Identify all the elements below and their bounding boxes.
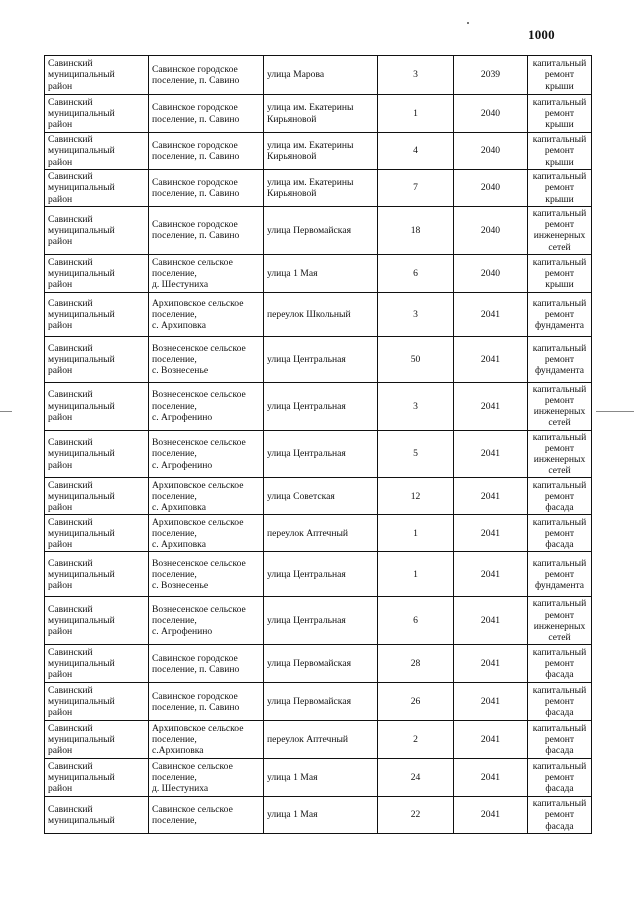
house-number-cell: 5 — [378, 430, 454, 478]
year-cell: 2039 — [454, 56, 528, 95]
settlement-cell: Савинское сельское поселение, д. Шестуниха — [149, 254, 264, 292]
street-cell: улица им. Екатерины Кирьяновой — [264, 170, 378, 207]
district-cell: Савинский муниципальный — [45, 797, 149, 834]
district-cell: Савинский муниципальный район — [45, 292, 149, 336]
district-cell: Савинский муниципальный район — [45, 515, 149, 552]
house-number-cell: 50 — [378, 336, 454, 382]
district-cell: Савинский муниципальный район — [45, 56, 149, 95]
year-cell: 2041 — [454, 292, 528, 336]
settlement-cell: Архиповское сельское поселение, с. Архиповка — [149, 515, 264, 552]
table-row — [45, 133, 592, 170]
street-cell: улица Центральная — [264, 382, 378, 430]
settlement-cell: Савинское городское поселение, п. Савино — [149, 170, 264, 207]
settlement-cell: Савинское городское поселение, п. Савино — [149, 133, 264, 170]
year-cell: 2041 — [454, 552, 528, 597]
settlement-cell: Архиповское сельское поселение, с.Архиповка — [149, 721, 264, 759]
table-row — [45, 336, 592, 382]
table-row — [45, 683, 592, 721]
year-cell: 2040 — [454, 133, 528, 170]
street-cell: переулок Аптечный — [264, 515, 378, 552]
year-cell: 2041 — [454, 645, 528, 683]
district-cell: Савинский муниципальный район — [45, 683, 149, 721]
year-cell: 2041 — [454, 430, 528, 478]
year-cell: 2041 — [454, 721, 528, 759]
year-cell: 2041 — [454, 515, 528, 552]
district-cell: Савинский муниципальный район — [45, 170, 149, 207]
work-type-cell: капитальный ремонт инженерных сетей — [528, 207, 592, 255]
district-cell: Савинский муниципальный район — [45, 336, 149, 382]
settlement-cell: Вознесенское сельское поселение, с. Агрофенино — [149, 430, 264, 478]
district-cell: Савинский муниципальный район — [45, 207, 149, 255]
work-type-cell: капитальный ремонт крыши — [528, 56, 592, 95]
settlement-cell: Вознесенское сельское поселение, с. Агрофенино — [149, 597, 264, 645]
table-row — [45, 56, 592, 95]
street-cell: улица Первомайская — [264, 207, 378, 255]
settlement-cell: Архиповское сельское поселение, с. Архиповка — [149, 478, 264, 515]
house-number-cell: 3 — [378, 292, 454, 336]
street-cell: переулок Аптечный — [264, 721, 378, 759]
house-number-cell: 12 — [378, 478, 454, 515]
table-row — [45, 759, 592, 797]
year-cell: 2041 — [454, 683, 528, 721]
table-row — [45, 478, 592, 515]
work-type-cell: капитальный ремонт фасада — [528, 683, 592, 721]
house-number-cell: 6 — [378, 254, 454, 292]
settlement-cell: Савинское городское поселение, п. Савино — [149, 645, 264, 683]
house-number-cell: 1 — [378, 552, 454, 597]
table-row — [45, 597, 592, 645]
work-type-cell: капитальный ремонт фундамента — [528, 552, 592, 597]
settlement-cell: Савинское сельское поселение, — [149, 797, 264, 834]
table-row — [45, 515, 592, 552]
district-cell: Савинский муниципальный район — [45, 721, 149, 759]
street-cell: улица Центральная — [264, 552, 378, 597]
street-cell: улица Советская — [264, 478, 378, 515]
work-type-cell: капитальный ремонт фундамента — [528, 292, 592, 336]
work-type-cell: капитальный ремонт крыши — [528, 170, 592, 207]
street-cell: переулок Школьный — [264, 292, 378, 336]
house-number-cell: 6 — [378, 597, 454, 645]
house-number-cell: 1 — [378, 515, 454, 552]
work-type-cell: капитальный ремонт фасада — [528, 645, 592, 683]
work-type-cell: капитальный ремонт крыши — [528, 133, 592, 170]
work-type-cell: капитальный ремонт фасада — [528, 797, 592, 834]
district-cell: Савинский муниципальный район — [45, 382, 149, 430]
work-type-cell: капитальный ремонт инженерных сетей — [528, 430, 592, 478]
street-cell: улица Центральная — [264, 597, 378, 645]
work-type-cell: капитальный ремонт фундамента — [528, 336, 592, 382]
house-number-cell: 7 — [378, 170, 454, 207]
house-number-cell: 4 — [378, 133, 454, 170]
year-cell: 2041 — [454, 759, 528, 797]
street-cell: улица им. Екатерины Кирьяновой — [264, 133, 378, 170]
house-number-cell: 1 — [378, 95, 454, 133]
settlement-cell: Савинское сельское поселение, д. Шестуниха — [149, 759, 264, 797]
house-number-cell: 28 — [378, 645, 454, 683]
year-cell: 2041 — [454, 382, 528, 430]
house-number-cell: 3 — [378, 56, 454, 95]
district-cell: Савинский муниципальный район — [45, 133, 149, 170]
table-row — [45, 95, 592, 133]
house-number-cell: 2 — [378, 721, 454, 759]
street-cell: улица Первомайская — [264, 645, 378, 683]
table-row — [45, 721, 592, 759]
settlement-cell: Савинское городское поселение, п. Савино — [149, 95, 264, 133]
street-cell: улица Центральная — [264, 336, 378, 382]
district-cell: Савинский муниципальный район — [45, 552, 149, 597]
table-row — [45, 797, 592, 834]
street-cell: улица 1 Мая — [264, 797, 378, 834]
work-type-cell: капитальный ремонт фасада — [528, 478, 592, 515]
district-cell: Савинский муниципальный район — [45, 254, 149, 292]
street-cell: улица Центральная — [264, 430, 378, 478]
year-cell: 2041 — [454, 597, 528, 645]
table-row — [45, 382, 592, 430]
work-type-cell: капитальный ремонт фасада — [528, 515, 592, 552]
settlement-cell: Вознесенское сельское поселение, с. Вознесенье — [149, 336, 264, 382]
work-type-cell: капитальный ремонт крыши — [528, 95, 592, 133]
scan-speck — [467, 22, 469, 24]
settlement-cell: Савинское городское поселение, п. Савино — [149, 207, 264, 255]
scan-mark-left — [0, 411, 12, 412]
settlement-cell: Вознесенское сельское поселение, с. Агрофенино — [149, 382, 264, 430]
work-type-cell: капитальный ремонт крыши — [528, 254, 592, 292]
year-cell: 2040 — [454, 254, 528, 292]
street-cell: улица им. Екатерины Кирьяновой — [264, 95, 378, 133]
district-cell: Савинский муниципальный район — [45, 430, 149, 478]
street-cell: улица 1 Мая — [264, 759, 378, 797]
settlement-cell: Вознесенское сельское поселение, с. Вознесенье — [149, 552, 264, 597]
settlement-cell: Архиповское сельское поселение, с. Архиповка — [149, 292, 264, 336]
district-cell: Савинский муниципальный район — [45, 95, 149, 133]
settlement-cell: Савинское городское поселение, п. Савино — [149, 683, 264, 721]
year-cell: 2040 — [454, 170, 528, 207]
page-number: 1000 — [528, 27, 555, 42]
year-cell: 2041 — [454, 797, 528, 834]
district-cell: Савинский муниципальный район — [45, 645, 149, 683]
year-cell: 2040 — [454, 207, 528, 255]
table-row — [45, 552, 592, 597]
house-number-cell: 3 — [378, 382, 454, 430]
table-row — [45, 292, 592, 336]
house-number-cell: 24 — [378, 759, 454, 797]
table-row — [45, 645, 592, 683]
table-row — [45, 170, 592, 207]
year-cell: 2041 — [454, 478, 528, 515]
table-row — [45, 207, 592, 255]
table-row — [45, 430, 592, 478]
street-cell: улица Первомайская — [264, 683, 378, 721]
work-type-cell: капитальный ремонт фасада — [528, 759, 592, 797]
work-type-cell: капитальный ремонт инженерных сетей — [528, 382, 592, 430]
work-type-cell: капитальный ремонт фасада — [528, 721, 592, 759]
work-type-cell: капитальный ремонт инженерных сетей — [528, 597, 592, 645]
house-number-cell: 26 — [378, 683, 454, 721]
district-cell: Савинский муниципальный район — [45, 597, 149, 645]
district-cell: Савинский муниципальный район — [45, 478, 149, 515]
house-number-cell: 22 — [378, 797, 454, 834]
district-cell: Савинский муниципальный район — [45, 759, 149, 797]
house-number-cell: 18 — [378, 207, 454, 255]
settlement-cell: Савинское городское поселение, п. Савино — [149, 56, 264, 95]
repair-schedule-table — [44, 55, 592, 834]
year-cell: 2040 — [454, 95, 528, 133]
year-cell: 2041 — [454, 336, 528, 382]
street-cell: улица Марова — [264, 56, 378, 95]
street-cell: улица 1 Мая — [264, 254, 378, 292]
table-body — [45, 56, 592, 834]
scan-mark-right — [596, 411, 634, 412]
table-row — [45, 254, 592, 292]
